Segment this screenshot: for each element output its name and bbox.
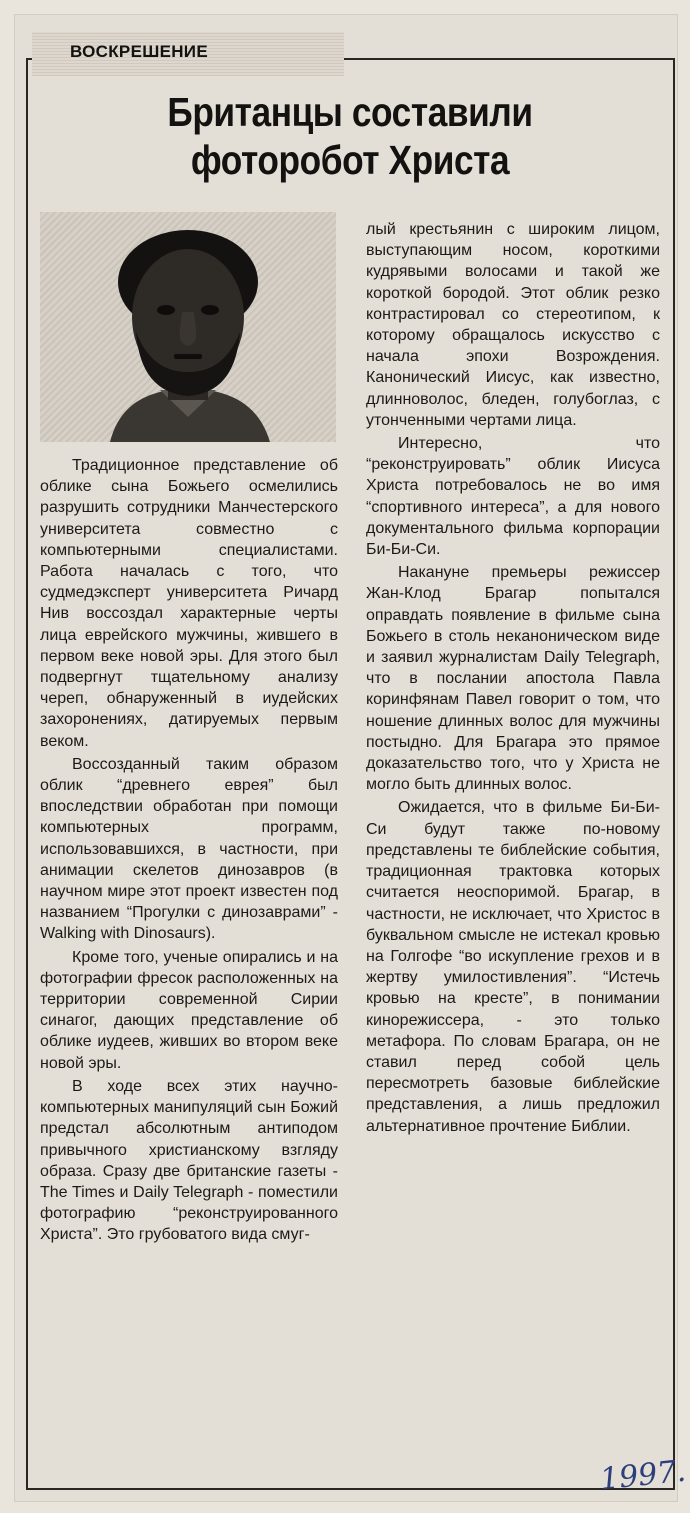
headline-line-2: фоторобот Христа <box>190 137 510 183</box>
headline-line-1: Британцы составили <box>167 89 533 135</box>
handwritten-year: 1997. <box>598 1453 688 1498</box>
paragraph: В ходе всех этих научно-компьютерных манипуляций сын Божий предстал абсолютным антиподом привычного христианскому взгляду образа. Сразу две британские газеты - The Times и Daily Telegraph - поместили фотографию “реконструированного Христа”. Это грубоватого вида смуг- <box>40 1077 338 1244</box>
frame-line <box>673 58 675 1490</box>
frame-line <box>344 58 675 60</box>
paragraph: Накануне премьеры режиссер Жан-Клод Брагар попытался оправдать появление в фильме сына Божьего в столь неканоническом виде и заявил журналистам Daily Telegraph, что в послании апостола Павла коринфянам Павел говорит о том, что ношение длинных волос для мужчины постыдно. Для Брагара это прямое доказательство того, что у Христа не могло быть длинных волос. <box>366 564 660 794</box>
paragraph: Интересно, что “реконструировать” облик Иисуса Христа потребовалось не во имя “спортивного интереса”, а для нового документального фильма корпорации Би-Би-Си. <box>366 435 660 559</box>
frame-line <box>26 58 28 1490</box>
portrait-photo-icon <box>40 212 336 442</box>
paragraph: Ожидается, что в фильме Би-Би-Си будут также по-новому представлены те библейские события, традиционная трактовка которых считается неоспоримой. Брагар, в частности, не исключает, что Христос в буквальном смысле не истекал кровью на Голгофе “во искупление грехов и в жертву умилостивления”. “Истечь кровью на кресте”, в понимании кинорежиссера, - это только метафора. По словам Брагара, он не ставил перед собой цель пересмотреть базовые библейские представления, а лишь предложил альтернативное прочтение Библии. <box>366 799 660 1135</box>
rubric-label: ВОСКРЕШЕНИЕ <box>70 42 208 61</box>
article-headline <box>83 88 616 184</box>
frame-line <box>26 1488 675 1490</box>
article-column-right <box>366 219 660 1137</box>
paragraph: Традиционное представление об облике сына Божьего осмелились разрушить сотрудники Манчестерского университета совместно с компьютерными специалистами. Работа началась с того, что судмедэксперт университета Ричард Нив воссоздал характерные черты лица еврейского мужчины, жившего в первом веке новой эры. Для этого был подвергнут тщательному анализу череп, обнаруженный в иудейских захоронениях, датируемых первым веком. <box>40 457 338 750</box>
paragraph: Воссозданный таким образом облик “древнего еврея” был впоследствии обработан при помощи компьютерных программ, использовавшихся, в частности, при анимации скелетов динозавров (в научном мире этот проект известен под названием “Прогулки с динозаврами” - Walking with Dinosaurs). <box>40 755 338 943</box>
paragraph: лый крестьянин с широким лицом, выступающим носом, короткими кудрявыми волосами и такой же короткой бородой. Этот облик резко контрастировал со стереотипом, к которому обращалось искусство с начала эпохи Возрождения. Канонический Иисус, как известно, длинноволос, бледен, голубоглаз, с утонченными чертами лица. <box>366 221 660 429</box>
paragraph: Кроме того, ученые опирались и на фотографии фресок расположенных на территории современной Сирии синагог, дающих представление об облике иудеев, живших во втором веке новой эры. <box>40 948 338 1072</box>
article-column-left <box>40 455 338 1246</box>
